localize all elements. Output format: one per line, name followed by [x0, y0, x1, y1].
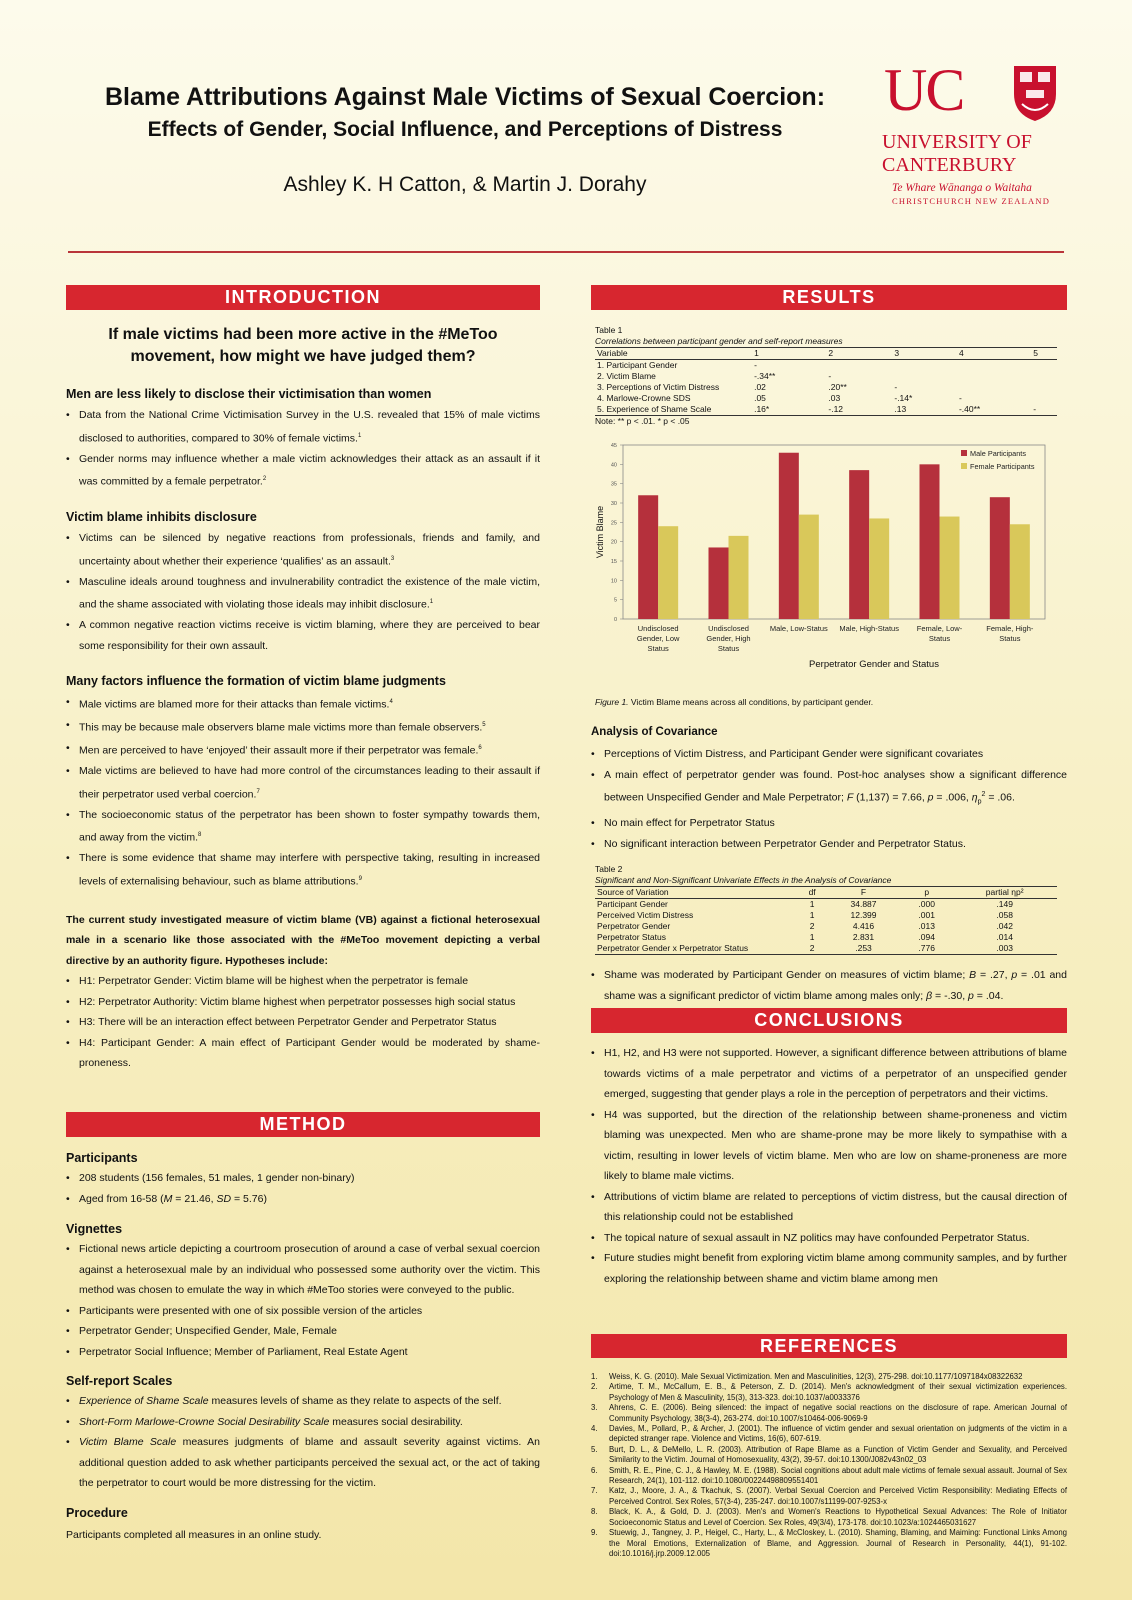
results-banner: RESULTS: [591, 285, 1067, 310]
list-item: • The socioeconomic status of the perpetrator has been shown to foster sympathy towards them, and away from the victim.$^8$: [66, 805, 540, 849]
study-paragraph: The current study investigated measure of victim blame (VB) against a fictional heterosexual male in a scenario like those associated with the #MeToo movement depicting a verbal directive by an authority figure. Hypotheses include:: [66, 913, 540, 967]
legend-swatch: [961, 463, 967, 469]
figure-caption: Figure 1. Victim Blame means across all conditions, by participant gender.: [595, 697, 874, 707]
list-item: • Men are perceived to have ‘enjoyed’ their assault more if their perpetrator was female.$^6$: [66, 738, 540, 761]
logo-uc: UC: [884, 57, 964, 123]
references-section: [591, 1334, 1067, 1559]
x-tick-label: Male, High-Status: [839, 624, 899, 633]
list-item: • Shame was moderated by Participant Gender on measures of victim blame; B = .27, p = .01 and shame was a significant predictor of victim blame among males only; β = -.30, p = .04.: [591, 965, 1067, 1006]
list-item: • The topical nature of sexual assault in NZ politics may have confounded Perpetrator Status.: [591, 1228, 1067, 1249]
bar-male-3: [849, 470, 869, 619]
reference-item: 5. Burt, D. L., & DeMello, L. R. (2003). Attribution of Rape Blame as a Function of Victim Gender and Sexuality, and Perceived Similarity to the Victim. Journal of Homosexuality, 43(2), 39-57. doi:10.1300/J082v43n02_03: [591, 1444, 1067, 1465]
reference-item: 3. Ahrens, C. E. (2006). Being silenced: the impact of negative social reactions on the disclosure of rape. American Journal of Community Psychology, 38(3-4), 263-274. doi:10.1007/s10464-006-9069-9: [591, 1403, 1067, 1423]
table-row: 2. Victim Blame -.34** -: [597, 371, 832, 381]
reference-item: 6. Smith, R. E., Pine, C. J., & Hawley, M. E. (1988). Social cognitions about adult male victims of female sexual assault. Journal of Sex Research, 24(1), 101-112. doi:10.1080/00224498809551401: [591, 1465, 1067, 1486]
crest-icon: [1012, 64, 1058, 122]
authors: Ashley K. H Catton, & Martin J. Dorahy: [283, 173, 647, 196]
table-row: 4. Marlowe-Crowne SDS .05 .03 -.14* -: [597, 393, 962, 403]
scales-heading: Self-report Scales: [66, 1374, 173, 1388]
table-row: 5. Experience of Shame Scale .16* -.12 .13 -.40** -: [597, 404, 1037, 414]
table-row: Perpetrator Gender x Perpetrator Status 2 .253 .776 .003: [597, 943, 1013, 954]
list-item: • Aged from 16-58 (M = 21.46, SD = 5.76): [66, 1189, 540, 1210]
bar-male-5: [990, 497, 1010, 619]
introduction-banner: INTRODUCTION: [66, 285, 540, 310]
references-banner: REFERENCES: [591, 1334, 1067, 1358]
reference-item: 8. Black, K. A., & Gold, D. J. (2003). Men's and Women's Reactions to Hypothetical Sexual Advances: The Role of Initiator Socioeconomic Status and Level of Coercion. Sex Roles, 49(3/4), 173-178. doi:10.1023/a:1024465031627: [591, 1507, 1067, 1527]
list-item: • No main effect for Perpetrator Status: [591, 813, 1067, 834]
x-tick-label: Status: [928, 634, 951, 643]
vignettes-list: [66, 1239, 540, 1362]
table1: [595, 325, 1057, 427]
bar-female-1: [729, 536, 749, 619]
table-row: 1. Participant Gender -: [597, 360, 757, 370]
conclusions-banner: CONCLUSIONS: [591, 1008, 1067, 1033]
list-item: • H4 was supported, but the direction of the relationship between shame-proneness and victim blaming was unexpected. Men who are shame-prone may be more likely to sympathise with a victim, resulting in lower levels of victim blame. Men who are low on shame-proneness are more likely to blame male victims.: [591, 1105, 1067, 1187]
bar-female-3: [869, 518, 889, 619]
list-item: • Data from the National Crime Victimisation Survey in the U.S. revealed that 15% of male victims disclosed to authorities, compared to 30% of female victims.$^1$: [66, 405, 540, 449]
x-tick-label: Status: [717, 644, 740, 653]
y-axis-label: Victim Blame: [595, 505, 605, 559]
list-item: • H4: Participant Gender: A main effect of Participant Gender would be moderated by shame-proneness.: [66, 1033, 540, 1074]
ancova-list: [591, 744, 1067, 854]
reference-item: 4. Davies, M., Pollard, P., & Archer, J. (2001). The influence of victim gender and sexual orientation on judgments of the victim in a depicted stranger rape. Violence and Victims, 16(6), 607-619.: [591, 1424, 1067, 1444]
y-tick-label: 0: [613, 617, 617, 623]
table2-caption: Significant and Non-Significant Univariate Effects in the Analysis of Covariance: [595, 875, 892, 886]
y-tick-label: 30: [610, 501, 617, 507]
left-column: [66, 285, 540, 1074]
list-item: • Future studies might benefit from exploring victim blame among community samples, and by further exploring the relationship between shame and victim blame among men: [591, 1248, 1067, 1289]
procedure-text: Participants completed all measures in an online study.: [66, 1528, 322, 1541]
list-item: • Male victims are believed to have had more control of the circumstances leading to their assault if their perpetrator used verbal coercion.$^7$: [66, 761, 540, 805]
y-tick-label: 35: [610, 481, 617, 488]
intro-heading-disclosure: Men are less likely to disclose their victimisation than women: [66, 387, 432, 401]
list-item: • H1: Perpetrator Gender: Victim blame will be highest when the perpetrator is female: [66, 971, 540, 992]
y-tick-label: 10: [610, 578, 617, 585]
x-tick-label: Gender, High: [706, 634, 751, 643]
reference-item: 2. Artime, T. M., McCallum, E. B., & Peterson, Z. D. (2014). Men's acknowledgment of their sexual victimization experiences. Psychology of Men & Masculinity, 15(3), 313-323. doi:10.1037/a0033376: [591, 1382, 1067, 1402]
x-tick-label: Female, Low-: [916, 624, 963, 633]
references-list: [591, 1372, 1067, 1559]
list-item: • Fictional news article depicting a courtroom prosecution of around a case of verbal sexual coercion against a heterosexual male by an individual who possessed some authority over the victim. This method was chosen to emulate the way in which #MeToo stories were conveyed to the public.: [66, 1239, 540, 1301]
list-item: • Male victims are blamed more for their attacks than female victims.$^4$: [66, 692, 540, 715]
method-banner: METHOD: [66, 1112, 540, 1137]
victim-blame-bar-chart: [591, 437, 1061, 691]
bar-male-4: [920, 464, 940, 619]
table-row: 3. Perceptions of Victim Distress .02 .20** -: [597, 382, 898, 392]
logo-maori-name: Te Whare Wānanga o Waitaha: [892, 182, 1032, 194]
x-tick-label: Female, High-: [986, 624, 1034, 633]
x-tick-label: Gender, Low: [636, 634, 680, 643]
bar-female-0: [658, 526, 678, 619]
table1-label: Table 1: [595, 325, 623, 335]
procedure-heading: Procedure: [66, 1505, 128, 1520]
poster-title-line1: Blame Attributions Against Male Victims of Sexual Coercion:: [104, 83, 826, 111]
list-item: • Perceptions of Victim Distress, and Participant Gender were significant covariates: [591, 744, 1067, 765]
intro-list-disclosure: [66, 405, 540, 492]
bar-male-0: [638, 495, 658, 619]
ancova-heading: Analysis of Covariance: [591, 726, 718, 738]
participants-list: [66, 1168, 540, 1209]
results-section: [591, 285, 1067, 1006]
list-item: • A main effect of perpetrator gender was found. Post-hoc analyses show a significant difference between Unspecified Gender and Male Perpetrator; F (1,137) = 7.66, p = .006, $\eta_p^2 = .06$.: [591, 765, 1067, 814]
list-item: • Participants were presented with one of six possible version of the articles: [66, 1301, 540, 1322]
list-item: • H3: There will be an interaction effect between Perpetrator Gender and Perpetrator Status: [66, 1012, 540, 1033]
table1-note: Note: ** p < .01. * p < .05: [595, 416, 690, 426]
x-tick-label: Status: [999, 634, 1021, 643]
legend-label: Female Participants: [970, 462, 1035, 471]
legend-swatch: [961, 450, 967, 456]
intro-heading-victim-blame: Victim blame inhibits disclosure: [66, 510, 257, 524]
y-tick-label: 20: [610, 539, 617, 546]
list-item: • No significant interaction between Perpetrator Gender and Perpetrator Status.: [591, 834, 1067, 855]
list-item: • Short-Form Marlowe-Crowne Social Desirability Scale measures social desirability.: [66, 1412, 540, 1433]
y-tick-label: 40: [610, 462, 617, 469]
plot-area: [623, 445, 1045, 619]
list-item: • H2: Perpetrator Authority: Victim blame highest when perpetrator possesses high social status: [66, 992, 540, 1013]
logo-university-name: UNIVERSITY OF CANTERBURY: [882, 131, 1032, 176]
intro-list-factors: [66, 692, 540, 892]
shame-list: [591, 965, 1067, 1006]
bar-female-4: [940, 517, 960, 619]
table-row: Perpetrator Status 1 2.831 .094 .014: [597, 932, 1013, 943]
logo-city: CHRISTCHURCH NEW ZEALAND: [892, 196, 1051, 206]
participants-heading: Participants: [66, 1151, 138, 1165]
y-tick-label: 25: [610, 520, 617, 527]
list-item: • Victims can be silenced by negative reactions from professionals, friends and family, and uncertainty about whether their experience ‘qualifies’ as an assault.$^3$: [66, 528, 540, 572]
scales-list: [66, 1391, 540, 1494]
reference-item: 9. Stuewig, J., Tangney, J. P., Heigel, C., Harty, L., & McCloskey, L. (2010). Shaming, Blaming, and Maiming: Functional Links Among the Moral Emotions, Externalization of Blame, and Aggression. Journal of Research in Personality, 44(1), 91-102. doi:10.1016/j.jrp.2009.12.005: [591, 1528, 1067, 1558]
university-logo: [880, 57, 1080, 210]
list-item: • 208 students (156 females, 51 males, 1 gender non-binary): [66, 1168, 540, 1189]
x-tick-label: Status: [647, 644, 669, 653]
list-item: • Gender norms may influence whether a male victim acknowledges their attack as an assault if it was committed by a female perpetrator.$^2$: [66, 449, 540, 493]
x-axis-label: Perpetrator Gender and Status: [809, 659, 939, 670]
hypotheses-list: [66, 971, 540, 1074]
list-item: • A common negative reaction victims receive is victim blaming, where they are perceived to bear some responsibility for their own assault.: [66, 615, 540, 656]
table2: [595, 864, 1057, 955]
y-tick-label: 45: [610, 443, 617, 449]
table2-label: Table 2: [595, 864, 623, 875]
list-item: • This may be because male observers blame male victims more than female observers.$^5$: [66, 715, 540, 738]
research-question: If male victims had been more active in the #MeToo movement, how might we have judged them?: [108, 326, 498, 365]
conclusions-list: [591, 1043, 1067, 1289]
reference-item: 1. Weiss, K. G. (2010). Male Sexual Victimization. Men and Masculinities, 12(3), 275-298. doi:10.1177/1097184x08322632: [591, 1372, 1023, 1381]
reference-item: 7. Katz, J., Moore, J. A., & Tkachuk, S. (2007). Verbal Sexual Coercion and Perceived Victim Responsibility: Mediating Effects of Perceived Control. Sex Roles, 57(3-4), 235-247. doi:10.1007/s11199-007-9253-x: [591, 1486, 1067, 1506]
legend-label: Male Participants: [970, 449, 1026, 458]
x-tick-label: Undisclosed: [637, 624, 679, 633]
list-item: • H1, H2, and H3 were not supported. However, a significant difference between attributions of blame towards victims of a male perpetrator and victims of a perpetrator of an unspecified gender emerged, suggesting that gender plays a role in the perception of perpetrators and their victims.: [591, 1043, 1067, 1105]
list-item: • Victim Blame Scale measures judgments of blame and assault severity against victims. An additional question added to ask whether participants perceived the sexual act, or the act of taking the perpetrator to court would be more distressing for the victim.: [66, 1432, 540, 1494]
y-tick-label: 5: [613, 597, 617, 604]
list-item: • Experience of Shame Scale measures levels of shame as they relate to aspects of the self.: [66, 1391, 540, 1412]
vignettes-heading: Vignettes: [66, 1222, 123, 1236]
correlation-table: Variable 1 2 3 4 5 1. Participant Gender - 2. Victim Blame -.34** - 3. Perceptions of Victim Distress .02 .20** - 4. Marlowe-Crowne SDS .05 .03 -.14* - 5. Experience of Shame Scale .16* -.12 .13 -.40** -: [595, 347, 1057, 416]
y-tick-label: 15: [610, 559, 617, 565]
poster-title-line2: Effects of Gender, Social Influence, and Perceptions of Distress: [147, 118, 783, 141]
list-item: • Attributions of victim blame are related to perceptions of victim distress, but the causal direction of this relationship could not be established: [591, 1187, 1067, 1228]
conclusions-section: [591, 1008, 1067, 1289]
ancova-table: Source of Variation df F p partial ηp² Participant Gender 1 34.887 .000 .149 Perceived Victim Distress 1 12.399 .001 .058 Perpetrator Gender 2 4.416 .013 .042 Perpetrator Status 1 2.831 .094 .014 Perpetrator Gender x Perpetrator Status 2 .253 .776 .003: [595, 886, 1057, 955]
list-item: • Perpetrator Gender; Unspecified Gender, Male, Female: [66, 1321, 540, 1342]
table1-caption: Correlations between participant gender and self-report measures: [595, 336, 843, 346]
table-row: Perpetrator Gender 2 4.416 .013 .042: [597, 921, 1013, 932]
list-item: • Perpetrator Social Influence; Member of Parliament, Real Estate Agent: [66, 1342, 540, 1363]
header-divider: [68, 251, 1064, 253]
list-item: • There is some evidence that shame may interfere with perspective taking, resulting in increased levels of externalising behaviour, such as blame attributions.$^9$: [66, 848, 540, 892]
method-section: [66, 1112, 540, 1545]
bar-male-1: [709, 547, 729, 619]
bar-female-2: [799, 515, 819, 619]
intro-list-victim-blame: [66, 528, 540, 656]
bar-male-2: [779, 453, 799, 619]
list-item: • Masculine ideals around toughness and invulnerability contradict the existence of the male victim, and the shame associated with violating those ideals may inhibit disclosure.$^1$: [66, 572, 540, 616]
intro-heading-factors: Many factors influence the formation of victim blame judgments: [66, 674, 446, 688]
x-tick-label: Male, Low-Status: [769, 624, 828, 633]
table-row: Perceived Victim Distress 1 12.399 .001 .058: [597, 910, 1013, 921]
table-row: Participant Gender 1 34.887 .000 .149: [597, 899, 1013, 910]
bar-female-5: [1010, 524, 1030, 619]
x-tick-label: Undisclosed: [708, 624, 749, 633]
